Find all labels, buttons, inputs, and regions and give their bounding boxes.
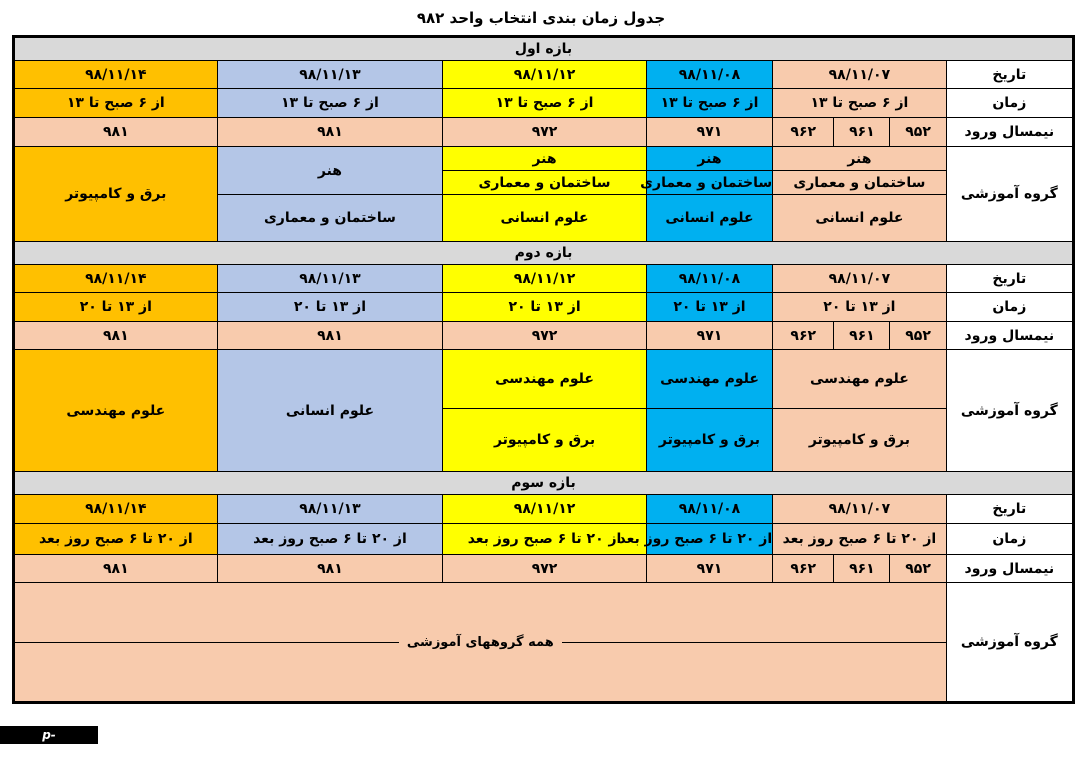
term-row — [14, 118, 1074, 147]
time-cell: از ۶ صبح تا ۱۳ — [773, 89, 946, 118]
time-row-label: زمان — [946, 293, 1073, 322]
group-cell: علوم انسانی — [217, 350, 443, 472]
site-url-footer: p-babol.tvu.ac.ir — [0, 728, 99, 760]
term-cell: ۹۵۲ — [890, 322, 946, 350]
date-cell: ۹۸/۱۱/۱۲ — [443, 61, 647, 89]
date-row — [14, 61, 1074, 89]
period-header-row — [14, 242, 1074, 265]
time-cell: از ۲۰ تا ۶ صبح روز بعد — [646, 524, 772, 555]
date-cell: ۹۸/۱۱/۰۸ — [646, 61, 772, 89]
date-cell: ۹۸/۱۱/۰۷ — [773, 265, 946, 293]
term-cell: ۹۷۱ — [646, 322, 772, 350]
date-cell: ۹۸/۱۱/۱۴ — [14, 265, 218, 293]
time-cell: از ۲۰ تا ۶ صبح روز بعد — [14, 524, 218, 555]
group-cell: ساختمان و معماری — [773, 171, 946, 195]
date-row-label: تاریخ — [946, 61, 1073, 89]
group-cell: ساختمان و معماری — [217, 195, 443, 242]
term-row — [14, 322, 1074, 350]
term-row — [14, 555, 1074, 583]
date-row — [14, 495, 1074, 524]
all-groups-label: همه گروههای آموزشی — [399, 635, 562, 650]
period-label: بازه سوم — [14, 472, 1074, 495]
group-cell: برق و کامپیوتر — [443, 409, 647, 472]
all-groups-cell — [14, 583, 947, 703]
term-cell: ۹۸۱ — [217, 118, 443, 147]
group-cell: هنر — [443, 147, 647, 171]
time-cell: از ۶ صبح تا ۱۳ — [217, 89, 443, 118]
term-cell: ۹۷۱ — [646, 118, 772, 147]
term-cell: ۹۶۱ — [834, 555, 890, 583]
term-cell: ۹۶۱ — [834, 118, 890, 147]
group-cell: علوم مهندسی — [646, 350, 772, 409]
date-cell: ۹۸/۱۱/۱۲ — [443, 495, 647, 524]
time-cell: از ۶ صبح تا ۱۳ — [443, 89, 647, 118]
group-cell: علوم انسانی — [646, 195, 772, 242]
time-row — [14, 293, 1074, 322]
group-cell: برق و کامپیوتر — [773, 409, 946, 472]
term-cell: ۹۶۲ — [773, 118, 834, 147]
term-row-label: نیمسال ورود — [946, 322, 1073, 350]
term-cell: ۹۸۱ — [14, 555, 218, 583]
group-row-label: گروه آموزشی — [946, 350, 1073, 472]
date-cell: ۹۸/۱۱/۱۳ — [217, 265, 443, 293]
group-cell: هنر — [217, 147, 443, 195]
term-cell: ۹۷۲ — [443, 555, 647, 583]
schedule-table — [12, 35, 1075, 704]
term-cell: ۹۸۱ — [14, 322, 218, 350]
date-cell: ۹۸/۱۱/۰۸ — [646, 495, 772, 524]
date-cell: ۹۸/۱۱/۱۳ — [217, 495, 443, 524]
period-header-row — [14, 37, 1074, 61]
term-cell: ۹۶۲ — [773, 555, 834, 583]
time-row — [14, 89, 1074, 118]
group-cell: برق و کامپیوتر — [646, 409, 772, 472]
term-cell: ۹۵۲ — [890, 118, 946, 147]
term-row-label: نیمسال ورود — [946, 118, 1073, 147]
group-cell: برق و کامپیوتر — [14, 147, 218, 242]
date-cell: ۹۸/۱۱/۱۳ — [217, 61, 443, 89]
time-cell: از ۱۳ تا ۲۰ — [443, 293, 647, 322]
time-row-label: زمان — [946, 524, 1073, 555]
group-cell: علوم انسانی — [773, 195, 946, 242]
date-row-label: تاریخ — [946, 495, 1073, 524]
term-cell: ۹۶۱ — [834, 322, 890, 350]
group-cell: علوم مهندسی — [443, 350, 647, 409]
time-cell: از ۲۰ تا ۶ صبح روز بعد — [773, 524, 946, 555]
time-cell: از ۲۰ تا ۶ صبح روز بعد — [217, 524, 443, 555]
term-cell: ۹۸۱ — [217, 322, 443, 350]
group-cell: ساختمان و معماری — [443, 171, 647, 195]
group-row-label: گروه آموزشی — [946, 583, 1073, 703]
group-cell: هنر — [646, 147, 772, 171]
time-cell: از ۶ صبح تا ۱۳ — [646, 89, 772, 118]
group-row — [14, 350, 1074, 409]
term-cell: ۹۶۲ — [773, 322, 834, 350]
time-row-label: زمان — [946, 89, 1073, 118]
group-cell: ساختمان و معماری — [646, 171, 772, 195]
period-label: بازه دوم — [14, 242, 1074, 265]
group-row — [14, 147, 1074, 171]
date-cell: ۹۸/۱۱/۰۷ — [773, 495, 946, 524]
term-cell: ۹۵۲ — [890, 555, 946, 583]
group-cell: علوم انسانی — [443, 195, 647, 242]
time-cell: از ۱۳ تا ۲۰ — [14, 293, 218, 322]
group-row — [14, 583, 1074, 703]
time-row — [14, 524, 1074, 555]
term-cell: ۹۷۲ — [443, 118, 647, 147]
term-cell: ۹۷۱ — [646, 555, 772, 583]
time-cell: از ۶ صبح تا ۱۳ — [14, 89, 218, 118]
date-cell: ۹۸/۱۱/۱۲ — [443, 265, 647, 293]
group-cell: علوم مهندسی — [773, 350, 946, 409]
page-title: جدول زمان بندی انتخاب واحد ۹۸۲ — [416, 9, 666, 27]
date-row — [14, 265, 1074, 293]
group-cell: علوم مهندسی — [14, 350, 218, 472]
date-cell: ۹۸/۱۱/۰۸ — [646, 265, 772, 293]
date-cell: ۹۸/۱۱/۰۷ — [773, 61, 946, 89]
term-cell: ۹۸۱ — [217, 555, 443, 583]
period-label: بازه اول — [14, 37, 1074, 61]
group-row-label: گروه آموزشی — [946, 147, 1073, 242]
period-header-row — [14, 472, 1074, 495]
term-cell: ۹۸۱ — [14, 118, 218, 147]
time-cell: از ۱۳ تا ۲۰ — [217, 293, 443, 322]
term-cell: ۹۷۲ — [443, 322, 647, 350]
group-cell: هنر — [773, 147, 946, 171]
time-cell: از ۲۰ تا ۶ صبح روز بعد — [443, 524, 647, 555]
time-cell: از ۱۳ تا ۲۰ — [646, 293, 772, 322]
date-cell: ۹۸/۱۱/۱۴ — [14, 61, 218, 89]
date-cell: ۹۸/۱۱/۱۴ — [14, 495, 218, 524]
time-cell: از ۱۳ تا ۲۰ — [773, 293, 946, 322]
date-row-label: تاریخ — [946, 265, 1073, 293]
term-row-label: نیمسال ورود — [946, 555, 1073, 583]
